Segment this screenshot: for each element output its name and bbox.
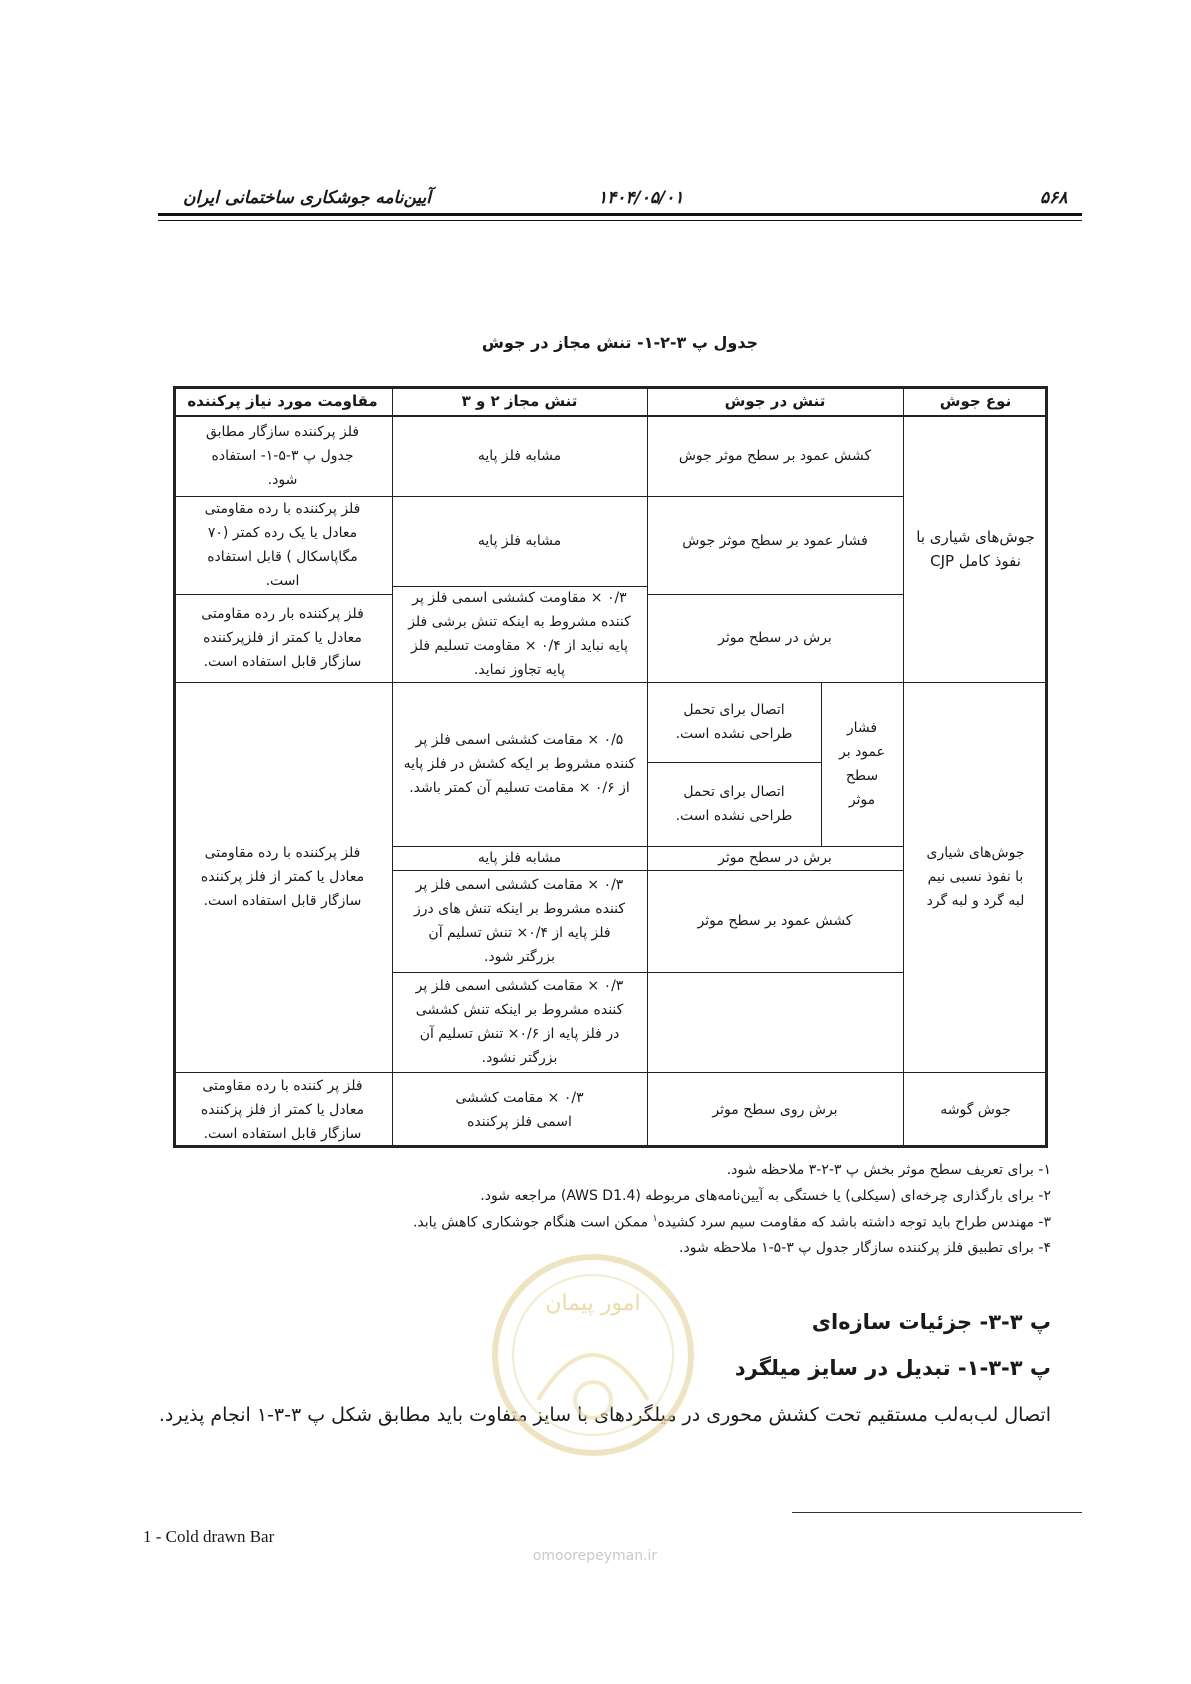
table-note-4: ۴- برای تطبیق فلز پرکننده سازگار جدول پ ۳-۵-۱ ملاحظه شود. <box>679 1240 1051 1256</box>
table-row-rule <box>173 682 1048 683</box>
table-row-rule <box>173 496 392 497</box>
subsection-heading: پ ۳-۳-۱- تبدیل در سایز میلگرد <box>734 1356 1051 1380</box>
header-rule-thick <box>158 213 1082 216</box>
table-col-rule <box>821 682 822 846</box>
pjp-extra-allowable: ۰/۳ × مقامت کششی اسمی فلز پر کننده مشروط بر اینکه تنش کششی در فلز پایه از ۰/۶× تنش تسلیم آن بزرگتر نشود. <box>415 978 624 1066</box>
cjp-shear-allowable: ۰/۳ × مقاومت کششی اسمی فلز پر کننده مشروط به اینکه تنش برشی فلز پایه نباید از ۰/۴ × مقاومت تسلیم فلز پایه تجاوز نماید. <box>408 590 631 678</box>
cjp-compression-filler: فلز پرکننده با رده مقاومتی معادل یا یک رده کمتر (۷۰ مگاپاسکال ) قابل استفاده است. <box>204 501 361 589</box>
table-row-rule <box>392 870 903 871</box>
table-row-rule <box>173 1072 1048 1073</box>
table-border-right <box>1045 386 1048 1148</box>
table-border-top <box>173 386 1048 389</box>
cjp-tension-filler: فلز پرکننده سازگار مطابق جدول پ ۳-۵-۱- استفاده شود. <box>205 424 360 488</box>
cjp-compression-allowable: مشابه فلز پایه <box>477 533 562 549</box>
cjp-shear-filler: فلز پرکننده بار رده مقاومتی معادل یا کمتر از فلزپرکننده سازگار قابل استفاده است. <box>201 606 364 670</box>
table-row-rule <box>647 762 821 763</box>
footnote-rule <box>792 1512 1082 1513</box>
table-note-1: ۱- برای تعریف سطح موثر بخش پ ۳-۲-۳ ملاحظه شود. <box>726 1162 1051 1178</box>
fillet-filler: فلز پر کننده با رده مقاومتی معادل یا کمتر از فلز پزکننده سازگار قابل استفاده است. <box>200 1078 365 1142</box>
running-header-date: ۱۴۰۴/۰۵/۰۱ <box>598 188 684 208</box>
table-row-rule <box>392 972 903 973</box>
header-rule-thin <box>158 220 1082 221</box>
fillet-stress: برش روی سطح موثر <box>712 1102 838 1118</box>
pjp-shear-stress: برش در سطح موثر <box>718 850 832 866</box>
cjp-shear-stress: برش در سطح موثر <box>718 630 832 646</box>
table-note-3: ۳- مهندس طراح باید توجه داشته باشد که مقاومت سیم سرد کشیده$^۱$ ممکن است هنگام جوشکاری کاهش یابد. <box>412 1214 1051 1231</box>
pjp-compression-sub2: اتصال برای تحمل طراحی نشده است. <box>675 784 793 824</box>
page-number: ۵۶۸ <box>1040 188 1068 208</box>
body-paragraph: اتصال لب‌به‌لب مستقیم تحت کشش محوری در میلگردهای با سایز متفاوت باید مطابق شکل پ ۳-۳-۱ انجام پذیرد. <box>158 1404 1051 1426</box>
cjp-tension-allowable: مشابه فلز پایه <box>477 448 562 464</box>
table-note-2: ۲- برای بارگذاری چرخه‌ای (سیکلی) یا خستگی به آیین‌نامه‌های مربوطه (AWS D1.4) مراجعه شود. <box>480 1188 1051 1204</box>
group-cjp: جوش‌های شیاری با نفوذ کامل CJP <box>916 528 1035 570</box>
pjp-compression-sub1: اتصال برای تحمل طراحی نشده است. <box>675 702 793 742</box>
section-heading: پ ۳-۳- جزئیات سازه‌ای <box>811 1310 1051 1334</box>
table-col-rule <box>903 386 904 1148</box>
pjp-tension-allowable: ۰/۳ × مقامت کششی اسمی فلز پر کننده مشروط بر اینکه تنش های درز فلز پایه از ۰/۴× تنش تسلیم آن بزرگتر شود. <box>413 877 626 965</box>
svg-text:امور پیمان: امور پیمان <box>545 1291 641 1316</box>
header-filler-strength: مقاومت مورد نیاز پرکننده <box>187 392 378 410</box>
pjp-shear-allowable: مشابه فلز پایه <box>477 850 562 866</box>
fillet-allowable: ۰/۳ × مقامت کششی اسمی فلز پرکننده <box>455 1090 584 1130</box>
table-border-left <box>173 386 176 1148</box>
watermark-url: omoorepeyman.ir <box>532 1548 658 1564</box>
running-header-title: آیین‌نامه جوشکاری ساختمانی ایران <box>182 188 431 208</box>
footnote-marker: ۱ <box>652 1214 658 1224</box>
table-header-rule <box>173 415 1048 417</box>
table-row-rule <box>173 594 392 595</box>
group-pjp: جوش‌های شیاری با نفوذ نسبی نیم لبه گرد و لبه گرد <box>926 845 1025 909</box>
allowable-stress-table <box>173 386 1048 1148</box>
table-row-rule <box>392 586 647 587</box>
header-stress-in-weld: تنش در جوش <box>724 392 826 410</box>
table-row-rule <box>392 846 903 847</box>
cjp-tension-stress: کشش عمود بر سطح موثر جوش <box>678 448 872 464</box>
footnote: 1 - Cold drawn Bar <box>143 1527 275 1546</box>
group-fillet: جوش گوشه <box>940 1102 1011 1118</box>
pjp-filler: فلز پرکننده با رده مقاومتی معادل یا کمتر از فلز پرکننده سازگار قابل استفاده است. <box>200 845 365 909</box>
pjp-extra-stress-empty <box>647 972 903 1072</box>
table-row-rule <box>647 594 903 595</box>
table-caption: جدول پ ۳-۲-۱- تنش مجاز در جوش <box>481 333 759 352</box>
pjp-tension-stress: کشش عمود بر سطح موثر <box>697 913 853 929</box>
cjp-compression-stress: فشار عمود بر سطح موثر جوش <box>682 533 868 549</box>
header-allowable-stress: تنش مجاز ۲ و ۳ <box>461 392 578 410</box>
pjp-compression-allowable: ۰/۵ × مقامت کششی اسمی فلز پر کننده مشروط بر ایکه کشش در فلز پایه از ۰/۶ × مقامت تسلیم آن کمتر باشد. <box>403 732 636 796</box>
table-col-rule <box>647 386 648 1148</box>
pjp-compression-label: فشار عمود بر سطح موثر <box>839 720 885 808</box>
watermark-logo <box>488 1250 698 1460</box>
table-border-bottom <box>173 1145 1048 1148</box>
table-col-rule <box>392 386 393 1148</box>
header-weld-type: نوع جوش <box>939 392 1012 410</box>
table-row-rule <box>392 496 903 497</box>
